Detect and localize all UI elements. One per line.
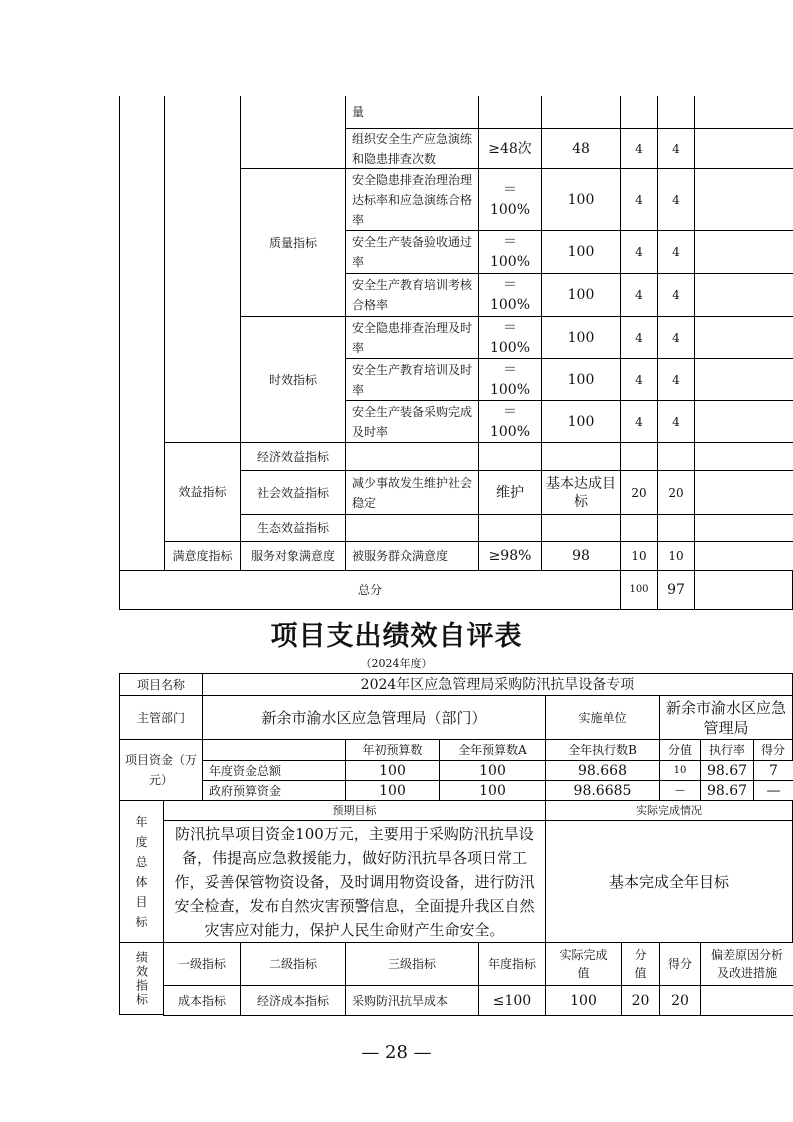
indicator-name: 安全隐患排查治理及时率 [345,316,479,359]
indicator-actual: 48 [541,128,621,169]
perf-header-0: 一级指标 [163,942,241,986]
total-max: 100 [620,570,658,610]
funds-score: — [753,780,793,801]
indicator-max: 4 [620,273,658,317]
funds-header-initial: 年初预算数 [345,739,440,761]
indicator-name: 量 [345,96,479,129]
funds-initial: 100 [345,780,440,801]
funds-header-rate: 执行率 [700,739,754,761]
indicator-actual: 98 [541,541,621,571]
indicator-target: ＝100% [478,358,542,401]
indicator-target: ≥48次 [478,128,542,169]
indicator-name: 安全生产教育培训考核合格率 [345,273,479,317]
indicator-max [620,442,658,471]
perf-score: 20 [659,985,701,1016]
funds-header-annual: 全年预算数A [439,739,546,761]
indicator-target [478,442,542,471]
indicator-target [478,96,542,129]
actual-label: 实际完成情况 [545,800,793,821]
funds-header-max: 分值 [659,739,701,761]
funds-executed: 98.668 [545,760,660,781]
funds-annual: 100 [439,780,546,801]
year-label: （2024年度） [360,657,433,670]
indicator-actual: 100 [541,316,621,359]
indicator-max: 20 [620,470,658,515]
expected-text: 防汛抗旱项目资金100万元，主要用于采购防汛抗旱设备，伟提高应急救援能力，做好防汛抗旱各项日常工作，妥善保管物资设备，及时调用物资设备，进行防汛安全检查，发布自然灾害预警信息，全面提升我区自然灾害应对能力，保护人民生命财产生命安全。 [163,820,546,943]
indicator-target [478,514,542,542]
l0-cell-empty [119,96,165,571]
indicator-actual: 100 [541,273,621,317]
indicator-note [694,96,793,129]
indicator-score [657,442,695,471]
funds-annual: 100 [439,760,546,781]
total-label: 总分 [119,570,621,610]
indicator-note [694,541,793,571]
impl-label: 实施单位 [545,695,660,740]
indicator-note [694,514,793,542]
indicator-max [620,96,658,129]
perf-l1: 成本指标 [163,985,241,1016]
l2-service: 服务对象满意度 [240,541,346,571]
indicator-actual [541,96,621,129]
indicator-actual: 100 [541,358,621,401]
indicator-max: 4 [620,400,658,443]
indicator-target: ＝100% [478,230,542,274]
indicator-score: 4 [657,316,695,359]
indicator-name [345,442,479,471]
indicator-max [620,514,658,542]
perf-l2: 经济成本指标 [240,985,346,1016]
indicator-score: 4 [657,400,695,443]
funds-executed: 98.6685 [545,780,660,801]
indicator-note [694,168,793,231]
perf-label-text: 绩效指标 [134,950,149,1007]
indicator-score [657,96,695,129]
total-score: 97 [657,570,695,610]
perf-label [119,942,164,1015]
indicator-note [694,442,793,471]
perf-header-1: 二级指标 [240,942,346,986]
l1-cell-empty [164,96,241,443]
indicator-actual: 100 [541,168,621,231]
indicator-name: 安全生产装备验收通过率 [345,230,479,274]
indicator-actual [541,514,621,542]
indicator-score: 20 [657,470,695,515]
funds-rate: 98.67 [700,780,754,801]
l2-social: 社会效益指标 [240,470,346,515]
perf-note [700,985,793,1016]
funds-label: 项目资金（万元） [119,739,203,801]
indicator-note [694,128,793,169]
indicator-target: ＝100% [478,273,542,317]
indicator-score: 4 [657,230,695,274]
indicator-name [345,514,479,542]
indicator-score: 10 [657,541,695,571]
indicator-max: 4 [620,168,658,231]
indicator-note [694,470,793,515]
indicator-name: 被服务群众满意度 [345,541,479,571]
indicator-target: ≥98% [478,541,542,571]
dept-label: 主管部门 [119,695,203,740]
funds-header-score: 得分 [753,739,793,761]
funds-header-executed: 全年执行数B [545,739,660,761]
dept-value: 新余市渝水区应急管理局（部门） [202,695,546,740]
funds-rate: 98.67 [700,760,754,781]
indicator-name: 组织安全生产应急演练和隐患排查次数 [345,128,479,169]
funds-max: — [659,780,701,801]
funds-max: 10 [659,760,701,781]
indicator-actual [541,442,621,471]
l1-satisfaction: 满意度指标 [164,541,241,571]
l2-ecological: 生态效益指标 [240,514,346,542]
impl-value: 新余市渝水区应急管理局 [659,695,793,740]
indicator-max: 10 [620,541,658,571]
indicator-name: 安全生产装备采购完成及时率 [345,400,479,443]
indicator-note [694,230,793,274]
indicator-actual: 基本达成目标 [541,470,621,515]
funds-row-label: 政府预算资金 [202,780,346,801]
total-note [694,570,793,610]
indicator-score [657,514,695,542]
page-title: 项目支出绩效自评表 [270,621,523,652]
funds-initial: 100 [345,760,440,781]
perf-header-7: 偏差原因分析及改进措施 [700,942,793,986]
indicator-note [694,316,793,359]
perf-header-4: 实际完成值 [545,942,622,986]
indicator-actual: 100 [541,230,621,274]
project-name-label: 项目名称 [119,673,203,696]
indicator-max: 4 [620,316,658,359]
indicator-name: 减少事故发生维护社会稳定 [345,470,479,515]
indicator-score: 4 [657,168,695,231]
perf-header-2: 三级指标 [345,942,479,986]
indicator-name: 安全生产教育培训及时率 [345,358,479,401]
project-name: 2024年区应急管理局采购防汛抗旱设备专项 [202,673,793,696]
goal-label: 年度总体目标 [119,800,164,943]
l2-cell-empty [240,96,346,169]
perf-header-6: 得分 [659,942,701,986]
indicator-target: ＝100% [478,168,542,231]
indicator-max: 4 [620,230,658,274]
perf-header-5: 分值 [621,942,660,986]
expected-label: 预期目标 [163,800,546,821]
perf-header-3: 年度指标 [478,942,546,986]
perf-l3: 采购防汛抗旱成本 [345,985,479,1016]
funds-header-empty [202,739,346,761]
indicator-name: 安全隐患排查治理治理达标率和应急演练合格率 [345,168,479,231]
funds-score: 7 [753,760,793,781]
funds-row-label: 年度资金总额 [202,760,346,781]
perf-target: ≤100 [478,985,546,1016]
l2-economic: 经济效益指标 [240,442,346,471]
indicator-target: ＝100% [478,316,542,359]
indicator-max: 4 [620,128,658,169]
indicator-note [694,358,793,401]
l2-quality: 质量指标 [240,168,346,317]
actual-text: 基本完成全年目标 [545,820,793,943]
indicator-score: 4 [657,128,695,169]
perf-max: 20 [621,985,660,1016]
indicator-note [694,273,793,317]
indicator-actual: 100 [541,400,621,443]
indicator-target: ＝100% [478,400,542,443]
indicator-note [694,400,793,443]
perf-actual: 100 [545,985,622,1016]
indicator-target: 维护 [478,470,542,515]
indicator-score: 4 [657,273,695,317]
indicator-max: 4 [620,358,658,401]
l1-benefit: 效益指标 [164,442,241,542]
l2-timeliness: 时效指标 [240,316,346,443]
page-number: — 28 — [361,1042,432,1063]
indicator-score: 4 [657,358,695,401]
